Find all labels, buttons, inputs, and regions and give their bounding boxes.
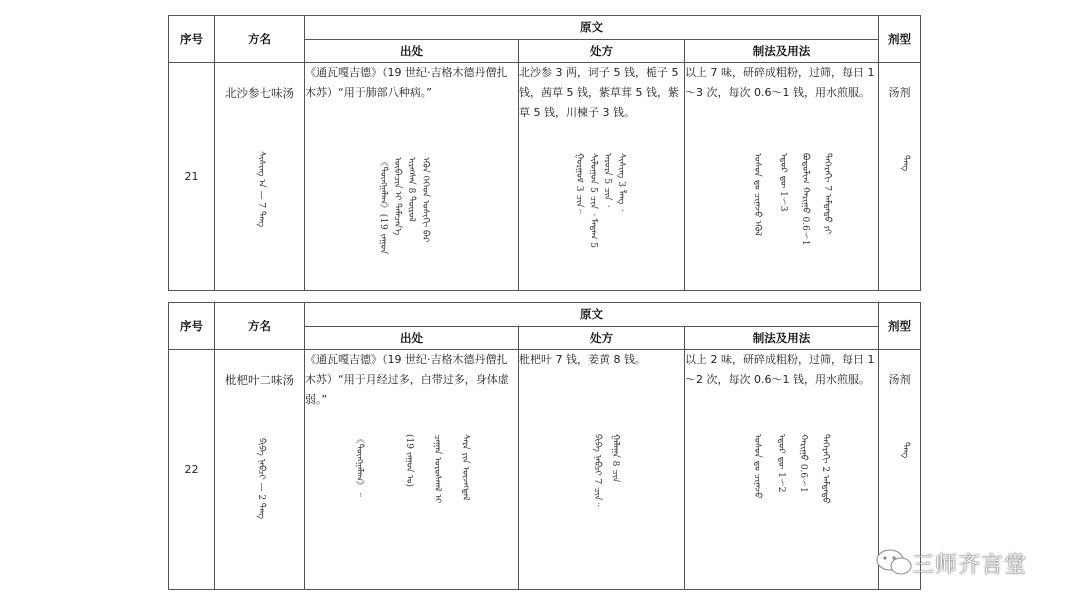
header-form: 剂型: [879, 16, 921, 63]
source-text: 《通瓦嘎吉德》（19 世纪·吉格木德丹僧扎木苏）“用于肺部八种病。”: [305, 66, 508, 99]
seq-number: 21: [184, 170, 199, 183]
header-method: 制法及用法: [685, 39, 879, 63]
form-text: 汤剂: [888, 86, 911, 99]
header-original: 原文: [305, 16, 879, 40]
method-mongolian-line: ᠤᠰᠤᠨ ᠳᠤ ᠴᠢᠨᠠᠵᠤ: [752, 434, 762, 499]
source-mongolian-line: 《ᠲᠥᠩᠭᠠᠯᠠᠭ》(19 ᠵᠠᠭᠤᠨ: [378, 157, 388, 255]
formula-mongolian-line: ᠭᠠᠯᠠᠭᠠ 8 ᠴᠢᠨ: [610, 434, 620, 483]
method-mongolian-line: ᠳᠡᠭᠡᠷᠡᠬᠢ 2 ᠠᠮᠳᠠᠲᠤ: [820, 434, 830, 504]
formula-mongolian-line: ᠰᠢᠰᠢᠩ 3 ᠯᠠᠩ ᠂: [616, 153, 626, 211]
formula-cell: [519, 63, 685, 291]
form-mongolian: ᠲᠠᠩ: [900, 155, 910, 172]
source-mongolian-line: 《ᠲᠥᠩᠭᠠᠯᠠᠭ》᠃: [354, 434, 364, 497]
name-cell: [215, 350, 305, 590]
formula-name: 北沙参七味汤: [225, 86, 294, 100]
method-mongolian-line: ᠤᠰᠤᠨ ᠳᠤ ᠴᠢᠨᠠᠵᠤ ᠡᠭᠦᠯ: [752, 153, 762, 236]
header-form: 剂型: [879, 303, 921, 350]
prescription-table-22: [168, 302, 921, 590]
table-row: [169, 350, 921, 590]
seq-number: 22: [184, 463, 199, 476]
header-original: 原文: [305, 303, 879, 327]
formula-mongolian-line: ᠠᠷᠤᠷᠠ 5 ᠴᠢᠨ ᠂: [602, 153, 612, 207]
prescription-table-21: [168, 15, 921, 291]
header-seq: 序号: [169, 303, 215, 350]
form-mongolian: ᠲᠠᠩ: [900, 442, 910, 459]
formula-name-mongolian: ᠰᠢᠰᠢᠩ ᠎ᠠ — 7 ᠲᠠᠩ: [256, 151, 266, 228]
source-mongolian-line: ᠢᠷᠡᠭᠰᠡᠨ 8 ᠲᠦᠷᠦᠯ: [406, 157, 416, 222]
source-mongolian-line: ᠡᠭᠦᠨ ᠬᠡᠭᠡᠳ ᠤᠰᠢᠭᠢ ᠪᠡᠷ: [420, 157, 430, 243]
form-text: 汤剂: [888, 373, 911, 386]
method-cell: [685, 350, 879, 590]
formula-text: 北沙参 3 两，诃子 5 钱，栀子 5 钱，茜草 5 钱，紫草茸 5 钱，紫草 5 钱，川楝子 3 钱。: [519, 66, 679, 119]
header-formula: 处方: [519, 39, 685, 63]
source-mongolian-line: ᠰᠠᠷᠠ ᠶᠢᠨ ᠦᠵᠡᠭᠳᠡᠯ: [460, 434, 470, 501]
form-cell: [879, 63, 921, 291]
method-mongolian-line: ᠪᠣᠳᠣᠯᠢᠭ ᠬᠠᠷᠢᠭᠤ 0.6～1: [800, 153, 810, 246]
method-mongolian-line: ᠡᠳᠦᠷ ᠳᠦ 1～3: [778, 153, 788, 212]
method-cell: [685, 63, 879, 291]
formula-mongolian-line: ᠭᠤᠷᠭᠤᠮ 3 ᠴᠢᠨ᠃: [574, 153, 584, 214]
header-method: 制法及用法: [685, 326, 879, 350]
source-mongolian-line: ᠴᠠᠭᠠᠨ ᠤᠷᠤᠰᠬᠠᠯ ᠢ: [432, 434, 442, 504]
formula-name: 枇杷叶二味汤: [225, 373, 294, 387]
formula-mongolian-line: ᠫᠢᠫᠠ ᠨᠠᠪᠴᠢ 7 ᠴᠢᠨ᠃: [592, 434, 602, 507]
watermark-text: 三师齐言堂: [912, 553, 1028, 578]
method-text: 以上 2 味，研碎成粗粉，过筛，每日 1～2 次，每次 0.6～1 钱，用水煎服。: [685, 353, 875, 386]
header-formula: 处方: [519, 326, 685, 350]
header-source: 出处: [305, 39, 519, 63]
header-name: 方名: [215, 16, 305, 63]
seq-cell: [169, 63, 215, 291]
table-row: [169, 63, 921, 291]
name-cell: [215, 63, 305, 291]
formula-text: 枇杷叶 7 钱，姜黄 8 钱。: [519, 353, 646, 366]
formula-name-mongolian: ᠫᠢᠫᠠ ᠨᠠᠪᠴᠢ — 2 ᠲᠠᠩ: [256, 438, 266, 520]
header-seq: 序号: [169, 16, 215, 63]
source-mongolian-line: (19 ᠵᠠᠭᠤᠨ ᠤ): [404, 434, 414, 488]
source-cell: [305, 350, 519, 590]
seq-cell: [169, 350, 215, 590]
header-name: 方名: [215, 303, 305, 350]
method-mongolian-line: ᠳᠡᠭᠡᠷᠡᠬᠢ 7 ᠠᠮᠳᠠᠲᠤ ᠶᠢ: [822, 153, 832, 235]
source-text: 《通瓦嘎吉德》（19 世纪·吉格木德丹僧扎木苏）“用于月经过多，白带过多，身体虚弱。”: [305, 353, 509, 406]
header-source: 出处: [305, 326, 519, 350]
method-mongolian-line: ᠡᠳᠦᠷ ᠳᠦ 1～2: [776, 434, 786, 493]
formula-mongolian-line: ᠰᠢᠯᠤᠭᠤᠨ 5 ᠴᠢᠨ ᠂ ᠮᠠᠳᠠᠭ 5: [588, 153, 598, 248]
method-mongolian-line: ᠬᠠᠷᠢᠭᠤ 0.6～1: [798, 434, 808, 493]
formula-cell: [519, 350, 685, 590]
source-mongolian-line: ᠦᠪᠡᠴᠢᠨ ᠢ ᠲᠡᠮᠡᠴᠡᠨ᠎ᠡ: [392, 157, 402, 236]
source-cell: [305, 63, 519, 291]
method-text: 以上 7 味，研碎成粗粉，过筛，每日 1～3 次，每次 0.6～1 钱，用水煎服。: [685, 66, 875, 99]
